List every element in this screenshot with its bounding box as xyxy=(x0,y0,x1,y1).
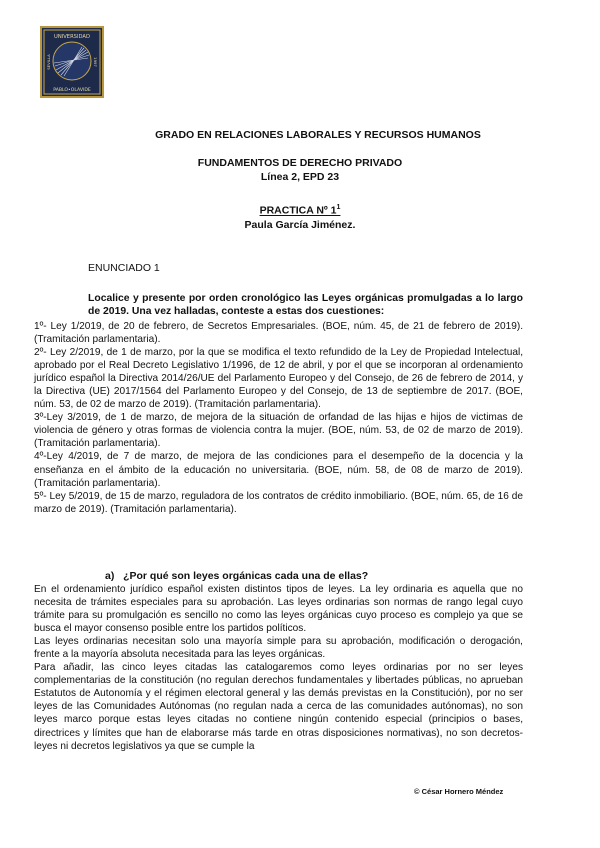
logo-bottom-text: PABLO•OLAVIDE xyxy=(53,88,91,93)
law-item: 1º- Ley 1/2019, de 20 de febrero, de Secretos Empresariales. (BOE, núm. 45, de 21 de febrero de 2019). (Tramitación parlamentaria). xyxy=(34,321,523,346)
question-a: a) ¿Por qué son leyes orgánicas cada una de ellas? xyxy=(105,570,369,582)
law-item: 2º- Ley 2/2019, de 1 de marzo, por la que se modifica el texto refundido de la Ley de Propiedad Intelectual, aprobado por el Real Decreto Legislativo 1/1996, de 12 de abril, y por el que se incorporan al ordenamiento jurídico español la Directiva 2014/26/UE del Parlamento Europeo y del Consejo, de 26 de febrero de 2014, y la Directiva (UE) 2017/1564 del Parlamento Europeo y del Consejo, de 13 de septiembre de 2017. (BOE, núm. 53, de 02 de marzo de 2019). (Tramitación parlamentaria). xyxy=(34,347,523,411)
answer-paragraph: Las leyes ordinarias necesitan solo una mayoría simple para su aprobación, modificación o derogación, frente a la mayoría absoluta necesitada para las leyes orgánicas. xyxy=(34,636,523,661)
statement-intro: Localice y presente por orden cronológico las Leyes orgánicas promulgadas a lo largo de 2019. Una vez halladas, conteste a estas dos cuestiones: xyxy=(88,293,523,317)
degree-title: GRADO EN RELACIONES LABORALES Y RECURSOS HUMANOS xyxy=(155,129,481,141)
university-logo xyxy=(40,26,104,98)
answer-paragraph: Para añadir, las cinco leyes citadas las catalogaremos como leyes ordinarias por no ser leyes complementarias de la constitución (no regulan derechos fundamentales y libertades públicas, no aprueban Estatutos de Autonomía y el régimen electoral general y las demás previstas en la Constitución), por no ser leyes de las Comunidades Autónomas (no regulan nada a cerca de las comunidades autónomas), no son leyes marco porque estas leyes citadas no contiene ningún contenido especial (principios o bases, directrices y límites que han de elaborarse más tarde en otras disposiciones normativas), no son decretos-leyes ni decretos legislativos ya que se cumple la xyxy=(34,662,523,752)
practice-label: PRACTICA Nº 1 xyxy=(259,204,337,217)
logo-top-text: UNIVERSIDAD xyxy=(54,34,90,40)
practice-title xyxy=(0,204,600,217)
subject-title: FUNDAMENTOS DE DERECHO PRIVADO xyxy=(197,157,403,169)
author-name: Paula García Jiménez. xyxy=(244,219,356,231)
laws-list xyxy=(34,320,523,516)
group-label: Línea 2, EPD 23 xyxy=(260,171,340,183)
answer-paragraph: En el ordenamiento jurídico español existen distintos tipos de leyes. La ley ordinaria es aquella que no necesita de trámites especiales para su aprobación. Las leyes ordinarias son normas de rango legal cuyo trámite para su promulgación es sencillo no como las leyes orgánicas cuyo proceso es complejo ya que se busca el mayor consenso posible entre los partidos políticos. xyxy=(34,584,523,635)
law-item: 5º- Ley 5/2019, de 15 de marzo, reguladora de los contratos de crédito inmobiliario. (BOE, núm. 65, de 16 de marzo de 2019). (Tramitación parlamentaria). xyxy=(34,490,523,515)
statement-label: ENUNCIADO 1 xyxy=(88,262,160,274)
logo-left-text: SEVILLA xyxy=(46,54,51,70)
law-item: 4º-Ley 4/2019, de 7 de marzo, de mejora de las condiciones para el desempeño de la docencia y la enseñanza en el ámbito de la educación no universitaria. (BOE, núm. 58, de 08 de marzo de 2019). (Tramitación parlamentaria). xyxy=(34,451,523,489)
answer-body xyxy=(34,583,523,753)
logo-right-text: 1997 xyxy=(93,57,98,67)
law-item: 3º-Ley 3/2019, de 1 de marzo, de mejora de la situación de orfandad de las hijas e hijos de victimas de violencia de género y otras formas de violencia contra la mujer. (BOE, núm. 53, de 02 de marzo de 2019). (Tramitación parlamentaria). xyxy=(34,412,523,450)
practice-footnote-mark: 1 xyxy=(336,204,341,211)
footer-copyright: © César Hornero Méndez xyxy=(414,787,504,796)
